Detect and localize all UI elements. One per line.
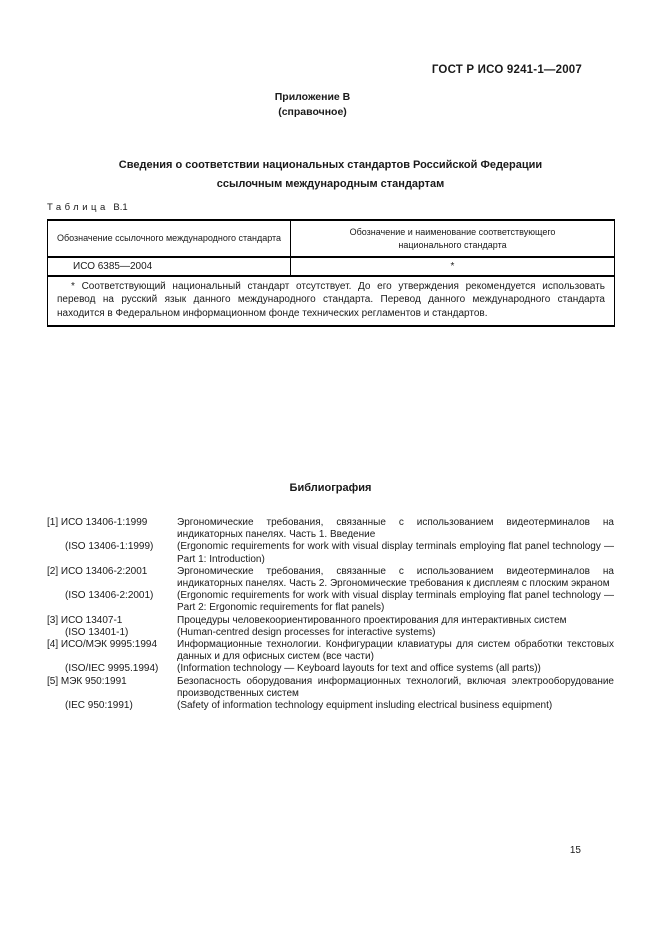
cell-national-standard: * (291, 257, 615, 276)
bib-row-en (47, 663, 614, 675)
appendix-block (0, 90, 643, 120)
document-code-header: ГОСТ Р ИСО 9241-1—2007 (431, 64, 582, 76)
appendix-label: Приложение В (274, 91, 351, 103)
table-footnote-row (48, 276, 615, 326)
bib-row-en (47, 541, 614, 565)
bib-ref-label: [5] МЭК 950:1991 (47, 675, 127, 687)
bib-ref-label: (ISO 13406-1:1999) (65, 541, 154, 553)
correspondence-table (47, 219, 615, 327)
bib-ref-label: [4] ИСО/МЭК 9995:1994 (47, 639, 158, 651)
table-caption (47, 202, 128, 213)
section-title-line1: Сведения о соответствии национальных стандартов Российской Федерации (118, 159, 543, 171)
bib-ref-text: (Information technology — Keyboard layouts for text and office systems (all parts)) (177, 663, 541, 675)
bibliography-entry (47, 615, 614, 639)
bib-row-en (47, 700, 614, 712)
bib-ref-text: Эргономические требования, связанные с использованием видеотерминалов на индикаторных панелях. Часть 1. Введение (177, 517, 614, 541)
bib-row-ru (47, 517, 614, 541)
table-footnote-cell (48, 276, 615, 326)
table-row (48, 257, 615, 276)
bib-row-en (47, 590, 614, 614)
bib-ref-text: (Safety of information technology equipment insluding electrical business equipment) (177, 700, 553, 712)
bib-ref-label: [3] ИСО 13407-1 (47, 614, 123, 626)
bib-ref-label: (ISO 13406-2:2001) (65, 590, 154, 602)
bib-ref-text: Информационные технологии. Конфигурации клавиатуры для систем обработки текстовых данных и для офисных систем (все части) (177, 639, 614, 663)
section-title (0, 156, 661, 194)
bib-ref-text: Процедуры человекоориентированного проектирования для интерактивных систем (177, 614, 567, 626)
bibliography-entry (47, 566, 614, 615)
bib-ref-text: (Human-centred design processes for interactive systems) (177, 626, 436, 638)
bib-ref-label: (IEC 950:1991) (65, 700, 133, 712)
bibliography-entry (47, 517, 614, 566)
table-caption-word: Таблица (47, 202, 109, 213)
cell-international-standard: ИСО 6385—2004 (48, 257, 291, 276)
bibliography-list (47, 517, 614, 712)
bib-ref-text: Безопасность оборудования информационных технологий, включая электрооборудование производственных систем (177, 675, 614, 699)
bib-ref-label: [1] ИСО 13406-1:1999 (47, 517, 148, 528)
bib-ref-text: (Ergonomic requirements for work with visual display terminals employing flat panel technology — Part 2: Ergonomic requirements for flat panels) (177, 590, 614, 614)
bib-ref-label: (ISO 13401-1) (65, 626, 129, 638)
table-caption-number: В.1 (113, 202, 128, 213)
section-title-line2: ссылочным международным стандартам (216, 178, 445, 190)
bibliography-heading: Библиография (289, 482, 372, 494)
bib-row-en (47, 627, 614, 639)
column-header-international-standard: Обозначение ссылочного международного стандарта (48, 220, 291, 257)
bib-ref-label: [2] ИСО 13406-2:2001 (47, 565, 148, 577)
bib-ref-text: (Ergonomic requirements for work with visual display terminals employing flat panel technology — Part 1: Introduction) (177, 541, 614, 565)
bib-row-ru (47, 566, 614, 590)
appendix-type: (справочное) (278, 106, 347, 118)
bib-row-ru (47, 639, 614, 663)
table-footnote-text: * Соответствующий национальный стандарт отсутствует. До его утверждения рекомендуется использовать перевод на русский язык данного международного стандарта. Перевод данного международного стандарта находится в Федеральном информационном фонде технических регламентов и стандартов. (57, 281, 605, 319)
bib-ref-text: Эргономические требования, связанные с использованием видеотерминалов на индикаторных панелях. Часть 2. Эргономические требования к дисплеям с плоским экраном (177, 565, 614, 590)
bibliography-entry (47, 676, 614, 713)
bibliography-entry (47, 639, 614, 676)
bib-ref-label: (ISO/IEC 9995.1994) (65, 663, 159, 675)
bib-row-ru (47, 676, 614, 700)
column-header-national-standard: Обозначение и наименование соответствующего национального стандарта (291, 220, 615, 257)
table-header-row (48, 220, 615, 257)
page-number: 15 (569, 845, 581, 856)
bib-row-ru (47, 615, 614, 627)
